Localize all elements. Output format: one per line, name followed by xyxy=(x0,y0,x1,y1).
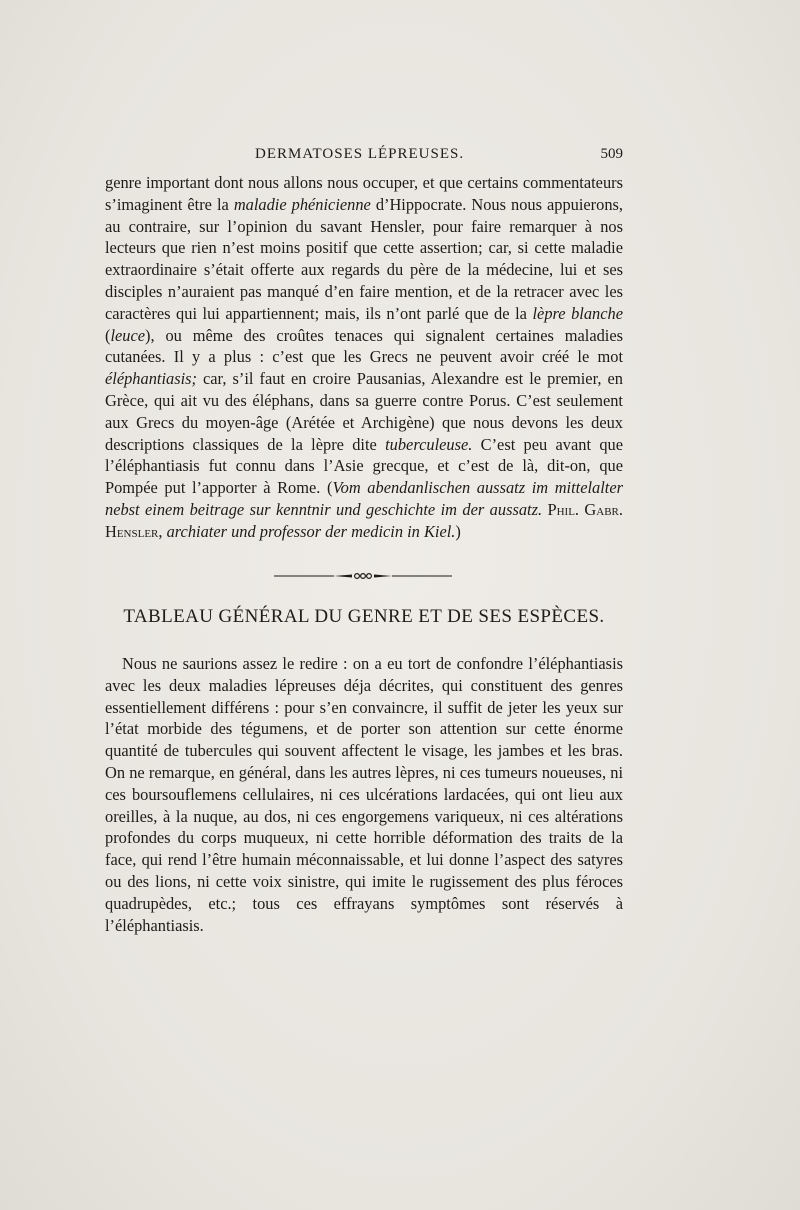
italic-term-lepre-blanche: lèpre blanche xyxy=(532,303,623,323)
text-run: ( xyxy=(105,325,111,345)
body-paragraph-2 xyxy=(105,653,623,936)
text-run: C’est peu avant que l’éléphantiasis fut connu dans l’Asie grecque, et c’est de là, dit-on, que Pompée put l’apporter à Rome. ( xyxy=(105,434,623,498)
italic-term-elephantiasis: éléphantiasis; xyxy=(105,369,197,389)
citation-author: Phil. Gabr. Hensler, xyxy=(105,499,623,541)
body-paragraph-2-text: Nous ne saurions assez le redire : on a eu tort de confondre l’éléphantiasis avec les deux maladies lépreuses déja décrites, qui constituent des genres essentiellement différens : pour s’en convaincre, il suffit de jeter les yeux sur l’état morbide des tégumens, et de porter son attention sur cette énorme quantité de tubercules qui souvent affectent le visage, les jambes et les bras. On ne remarque, en général, dans les autres lèpres, ni ces tumeurs noueuses, ni ces boursouflemens cellulaires, ni ces ulcérations lardacées, qui ont lieu aux oreilles, à la nuque, au dos, ni ces engorgemens variqueux, ni ces altérations profondes du corps muqueux, ni cette horrible déformation des traits de la face, qui rend l’être humain méconnaissable, et lui donne l’aspect des satyres ou des lions, ni cette voix sinistre, qui imite le rugissement des plus féroces quadrupèdes, etc.; tous ces effrayans symptômes sont réservés à l’éléphantiasis. xyxy=(105,654,623,935)
section-heading: TABLEAU GÉNÉRAL DU GENRE ET DE SES ESPÈCES. xyxy=(123,606,605,627)
citation-author-role: archiater und professor der medicin in Kiel. xyxy=(166,521,456,541)
running-head xyxy=(105,146,623,166)
text-run: ) xyxy=(455,521,461,541)
body-paragraph-1 xyxy=(105,172,623,543)
decorative-rule-ornament-icon xyxy=(274,571,452,581)
running-title: DERMATOSES LÉPREUSES. xyxy=(255,146,465,162)
italic-term-leuce: leuce xyxy=(110,325,146,345)
text-run: genre important dont nous allons nous occuper, et que certains commentateurs s’imaginent être la xyxy=(105,173,623,214)
text-run: ), ou même des croûtes tenaces qui signalent certaines maladies cutanées. Il y a plus : c’est que les Grecs ne peuvent avoir créé le mot xyxy=(105,325,623,367)
citation-title: Vom abendanlischen aussatz im mittelalter nebst einem beitrage sur kenntnir und geschichte im der aussatz. xyxy=(105,478,623,519)
page-number: 509 xyxy=(600,146,623,162)
text-run: car, s’il faut en croire Pausanias, Alexandre est le premier, en Grèce, qui ait vu des éléphans, dans sa guerre contre Porus. C’est seulement aux Grecs du moyen-âge (Arétée et Archigène) que nous devons les deux descriptions classiques de la lèpre dite xyxy=(105,369,623,454)
italic-term-tuberculeuse: tuberculeuse. xyxy=(385,434,473,454)
italic-term-maladie-phenicienne: maladie phénicienne xyxy=(233,194,371,214)
text-run: d’Hippocrate. Nous nous appuierons, au contraire, sur l’opinion du savant Hensler, pour faire remarquer à nos lecteurs que rien n’est moins positif que cette assertion; car, si cette maladie extraordinaire s’était offerte aux regards du père de la médecine, lui et ses disciples n’auraient pas manqué d’en faire mention, et de la retracer avec les caractères qui lui appartiennent; mais, ils n’ont parlé que de la xyxy=(105,194,623,323)
